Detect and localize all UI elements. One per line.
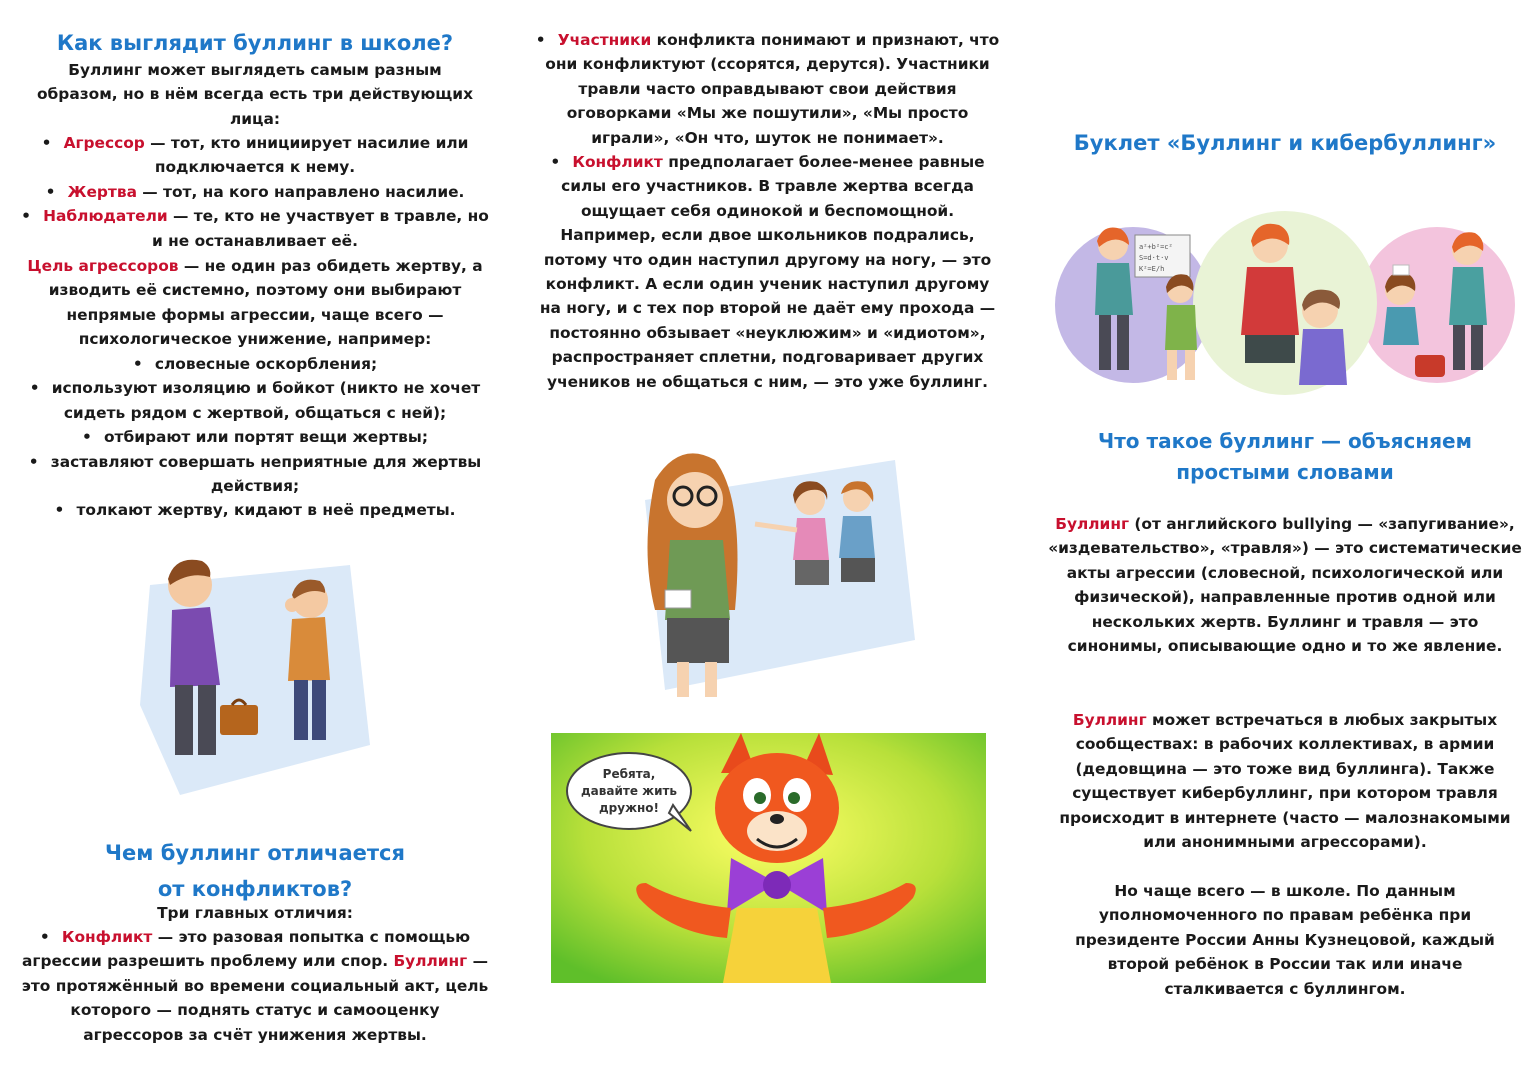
form-item: • словесные оскорбления;: [132, 355, 378, 373]
illustration-cat-friendship: [551, 733, 986, 983]
right-panel: [1045, 0, 1525, 1086]
speech-line-1: Ребята,: [602, 767, 656, 781]
school-paragraph: Но чаще всего — в школе. По данным уполномоченного по правам ребёнка при президенте России Анны Кузнецовой, каждый второй ребёнок в России так или иначе сталкивается с буллингом.: [1075, 882, 1495, 998]
role-item-victim: • Жертва — тот, на кого направлено насилие.: [45, 182, 465, 201]
left-panel: [20, 0, 490, 1086]
form-item: • заставляют совершать неприятные для жертвы действия;: [28, 452, 482, 496]
board-formula-1: a²+b²=c²: [1139, 243, 1173, 251]
role-item-observers: • Наблюдатели — те, кто не участвует в травле, но и не останавливает её.: [21, 207, 489, 250]
goal-paragraph: Цель агрессоров — не один раз обидеть жертву, а изводить её системно, поэтому они выбирают непрямые формы агрессии, чаще всего — психологическое унижение, например:: [27, 257, 483, 349]
speech-line-3: дружно!: [598, 801, 660, 815]
where-paragraph: Буллинг может встречаться в любых закрытых сообществах: в рабочих коллективах, в армии (дедовщина — это тоже вид буллинга). Также существует кибербуллинг, при котором травля происходит в интернете (часто — малознакомыми или анонимными агрессорами).: [1059, 711, 1511, 852]
section-title-how-bullying-looks: Как выглядит буллинг в школе?: [56, 31, 454, 55]
section-title-difference: Чем буллинг отличается от конфликтов?: [105, 841, 405, 901]
difference-item-participants: • Участники конфликта понимают и признают, что они конфликтуют (ссорятся, дерутся). Участники травли часто оправдывают свои действия оговорками «Мы же пошутили», «Мы просто играли», «Он что, шуток не понимает».: [535, 31, 1000, 147]
definition-paragraph: Буллинг (от английского bullying — «запугивание», «издевательство», «травля») — это систематические акты агрессии (словесной, психологической или физической), направленные против одной или нескольких жертв. Буллинг и травля — это синонимы, описывающие одно и то же явление.: [1048, 515, 1522, 656]
form-item: • толкают жертву, кидают в неё предметы.: [54, 501, 456, 520]
aggression-forms-list: [20, 352, 490, 523]
booklet-title: Буклет «Буллинг и кибербуллинг»: [1073, 131, 1497, 155]
difference-item-conflict: • Конфликт — это разовая попытка с помощью агрессии разрешить проблему или спор. Буллинг — это протяжённый во времени социальный акт, цель которого — поднять статус и самооценку агрессоров за счёт унижения жертвы.: [21, 928, 489, 1044]
role-item-aggressor: • Агрессор — тот, кто инициирует насилие или подключается к нему.: [41, 134, 469, 177]
differences-intro: Три главных отличия:: [157, 904, 353, 922]
differences-list-continued: [535, 28, 1000, 394]
board-formula-3: K²=E/h: [1139, 265, 1165, 273]
section-title-what-is-bullying: Что такое буллинг — объясняем простыми словами: [1098, 429, 1472, 484]
illustration-girls-pointing: [625, 440, 925, 710]
middle-panel: [535, 0, 1000, 1086]
illustration-bullying-scenes: [1055, 205, 1515, 400]
intro-paragraph: Буллинг может выглядеть самым разным образом, но в нём всегда есть три действующих лица:: [36, 61, 474, 128]
illustration-boys-gossip: [120, 545, 380, 805]
difference-item-conflict-forces: • Конфликт предполагает более-менее равные силы его участников. В травле жертва всегда ощущает себя одинокой и беспомощной. Например, если двое школьников подрались, потому что один наступил другому на ногу, — это конфликт. А если один ученик наступил другому на ногу, и с тех пор второй не даёт ему прохода — постоянно обзывает «неуклюжим» и «идиотом», распространяет сплетни, подговаривает других учеников не общаться с ним, — это уже буллинг.: [539, 153, 996, 391]
differences-list: [20, 925, 490, 1047]
form-item: • отбирают или портят вещи жертвы;: [81, 428, 428, 447]
roles-list: [20, 131, 490, 253]
speech-line-2: давайте жить: [580, 784, 678, 798]
board-formula-2: S=d·t·v: [1139, 254, 1169, 262]
form-item: • используют изоляцию и бойкот (никто не хочет сидеть рядом с жертвой, общаться с ней);: [29, 379, 481, 422]
